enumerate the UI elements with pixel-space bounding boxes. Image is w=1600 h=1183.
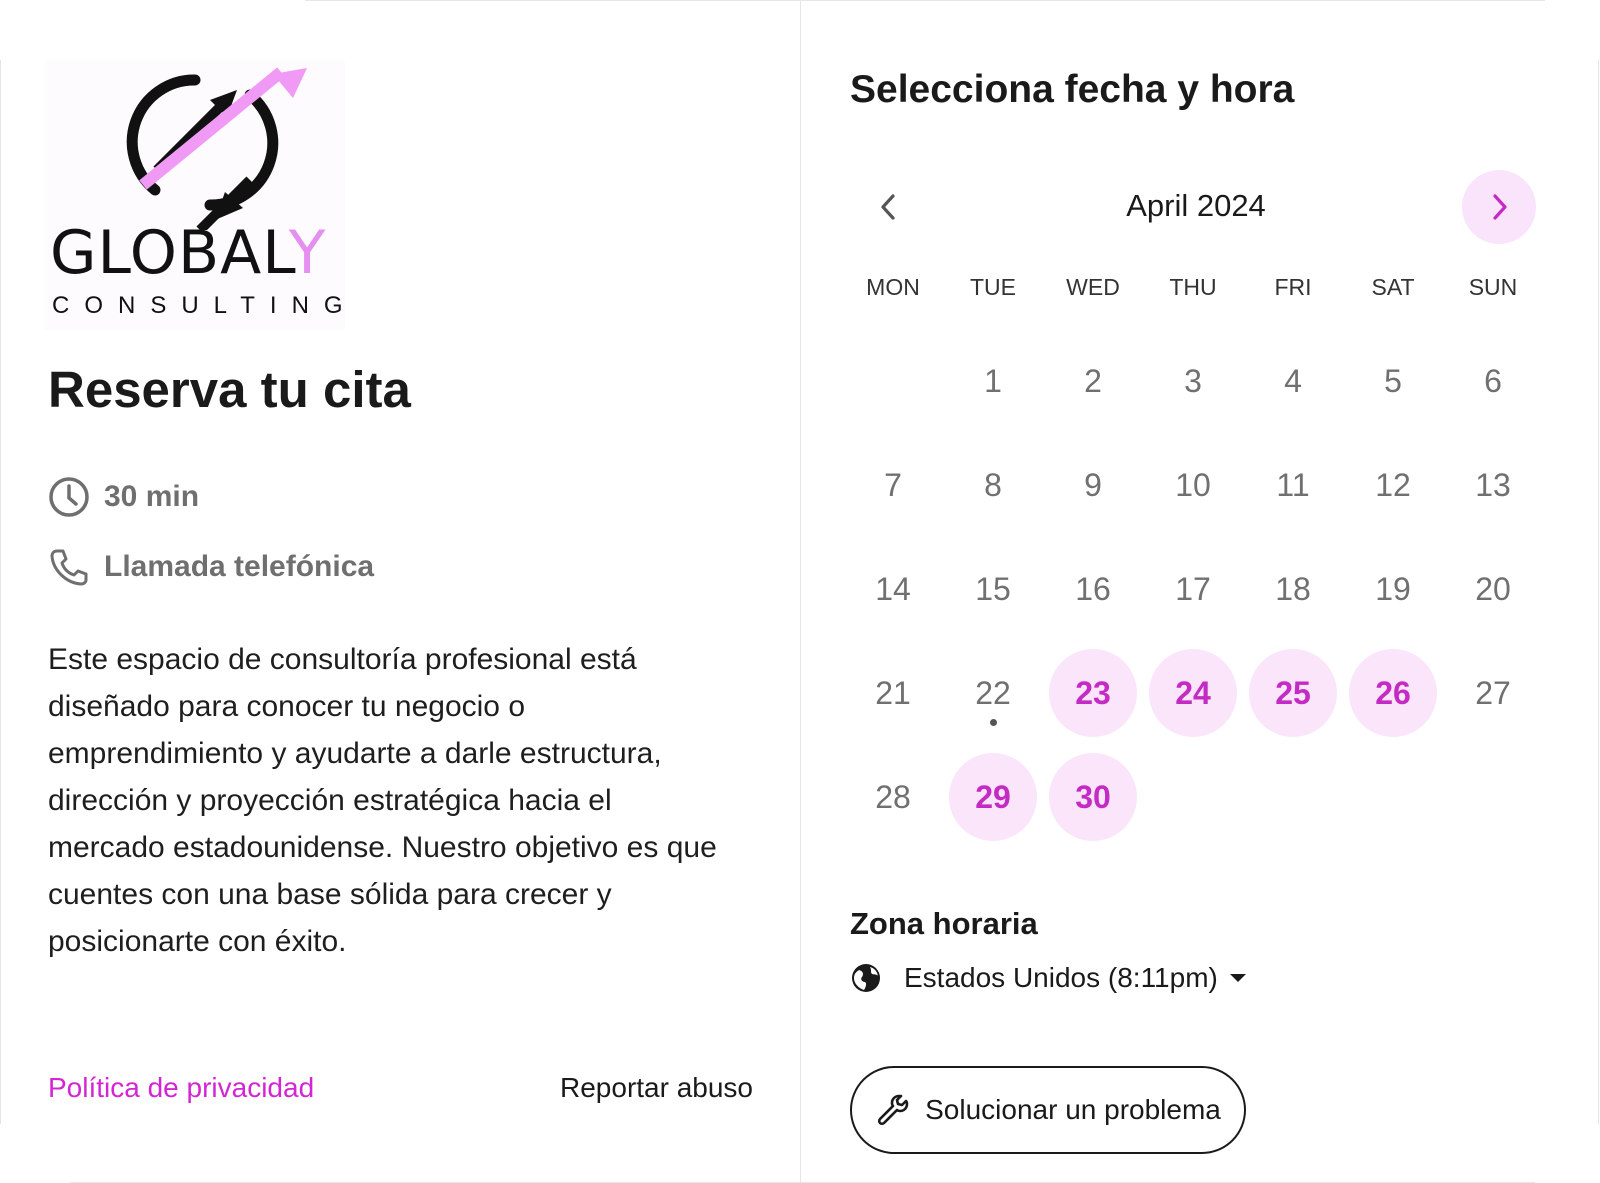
calendar-day [1249, 337, 1337, 425]
calendar-day [849, 649, 937, 737]
next-month-button[interactable] [1462, 170, 1536, 244]
calendar-day [1449, 337, 1537, 425]
calendar-day [1249, 441, 1337, 529]
month-label: April 2024 [1126, 188, 1266, 223]
calendar-day-available[interactable] [1049, 649, 1137, 737]
clock-icon [48, 476, 90, 518]
chevron-right-icon [1486, 192, 1512, 222]
calendar-day [1149, 337, 1237, 425]
calendar-day [949, 337, 1037, 425]
globe-icon [850, 962, 882, 994]
calendar-day [1349, 441, 1437, 529]
calendar-day [1349, 545, 1437, 633]
calendar-day [849, 545, 937, 633]
day-number: 4 [1284, 362, 1302, 399]
report-abuse-link[interactable]: Reportar abuso [560, 1072, 754, 1103]
calendar-day [1049, 545, 1137, 633]
day-number: 24 [1175, 674, 1211, 711]
day-number: 25 [1275, 674, 1311, 711]
day-number: 28 [875, 778, 911, 815]
right-border [1598, 60, 1599, 1124]
caret-down-icon [1230, 974, 1246, 982]
duration-text: 30 min [104, 480, 200, 513]
calendar-day-available[interactable] [1249, 649, 1337, 737]
wrench-icon [875, 1092, 911, 1128]
timezone-label: Zona horaria [850, 906, 1038, 941]
chevron-left-icon [876, 192, 902, 222]
calendar-day [1049, 337, 1137, 425]
calendar-day [1049, 441, 1137, 529]
weekday-wed: WED [1066, 274, 1120, 300]
day-number: 19 [1375, 570, 1411, 607]
weekday-sat: SAT [1371, 274, 1415, 300]
weekday-tue: TUE [970, 274, 1016, 300]
left-border [0, 60, 1, 1124]
calendar-day [949, 441, 1037, 529]
calendar-day [1149, 441, 1237, 529]
weekday-thu: THU [1169, 274, 1217, 300]
weekday-mon: MON [866, 274, 920, 300]
location-text: Llamada telefónica [104, 550, 375, 583]
calendar-day [1249, 545, 1337, 633]
calendar-day [849, 753, 937, 841]
calendar-day [949, 649, 1037, 737]
calendar-day-available[interactable] [1049, 753, 1137, 841]
day-number: 17 [1175, 570, 1211, 607]
timezone-selector[interactable] [850, 962, 1246, 994]
day-number: 6 [1484, 362, 1502, 399]
event-title: Reserva tu cita [48, 361, 411, 418]
calendar-day [1449, 441, 1537, 529]
day-number: 27 [1475, 674, 1511, 711]
today-indicator [990, 719, 997, 726]
day-number: 22 [975, 674, 1011, 711]
day-number: 29 [975, 778, 1011, 815]
logo-wordmark: GLOBALY [50, 218, 327, 288]
day-number: 2 [1084, 362, 1102, 399]
scheduler-title: Selecciona fecha y hora [850, 68, 1295, 111]
day-number: 8 [984, 466, 1002, 503]
troubleshoot-button[interactable] [850, 1066, 1246, 1154]
troubleshoot-label: Solucionar un problema [925, 1094, 1221, 1125]
calendar-day [1149, 545, 1237, 633]
day-number: 9 [1084, 466, 1102, 503]
calendar-day-available[interactable] [1349, 649, 1437, 737]
weekday-sun: SUN [1468, 274, 1518, 300]
phone-icon [48, 546, 90, 588]
calendar-day [949, 545, 1037, 633]
day-number: 1 [984, 362, 1002, 399]
calendar-day [1349, 337, 1437, 425]
day-number: 15 [975, 570, 1011, 607]
duration-row [48, 476, 199, 518]
timezone-value: Estados Unidos (8:11pm) [904, 962, 1218, 993]
calendar-day [849, 441, 937, 529]
day-number: 23 [1075, 674, 1111, 711]
top-border [305, 0, 1545, 1]
day-number: 5 [1384, 362, 1402, 399]
panel-divider [800, 0, 801, 1183]
logo-tagline: CONSULTING [52, 292, 358, 319]
day-number: 20 [1475, 570, 1511, 607]
day-number: 10 [1175, 466, 1211, 503]
day-number: 7 [884, 466, 902, 503]
company-logo [45, 60, 358, 330]
calendar-day [1449, 545, 1537, 633]
day-number: 16 [1075, 570, 1111, 607]
day-number: 3 [1184, 362, 1202, 399]
day-number: 26 [1375, 674, 1411, 711]
day-number: 18 [1275, 570, 1311, 607]
logo-mark-icon [45, 60, 345, 230]
day-number: 11 [1276, 466, 1310, 503]
calendar-day-available[interactable] [1149, 649, 1237, 737]
day-number: 21 [875, 674, 911, 711]
day-number: 30 [1075, 778, 1111, 815]
calendar-day-available[interactable] [949, 753, 1037, 841]
location-row [48, 546, 374, 588]
weekday-fri: FRI [1274, 274, 1312, 300]
event-description: Este espacio de consultoría profesional está diseñado para conocer tu negocio o emprendimiento y ayudarte a darle estructura, dirección y proyección estratégica hacia el mercado estadounidense. Nuestro objetivo es que cuentes con una base sólida para crecer y posicionarte con éxito. [48, 643, 717, 958]
calendar-day [1449, 649, 1537, 737]
day-number: 14 [875, 570, 911, 607]
day-number: 12 [1375, 466, 1411, 503]
day-number: 13 [1475, 466, 1511, 503]
prev-month-button[interactable] [852, 170, 926, 244]
privacy-policy-link[interactable]: Política de privacidad [48, 1072, 315, 1103]
